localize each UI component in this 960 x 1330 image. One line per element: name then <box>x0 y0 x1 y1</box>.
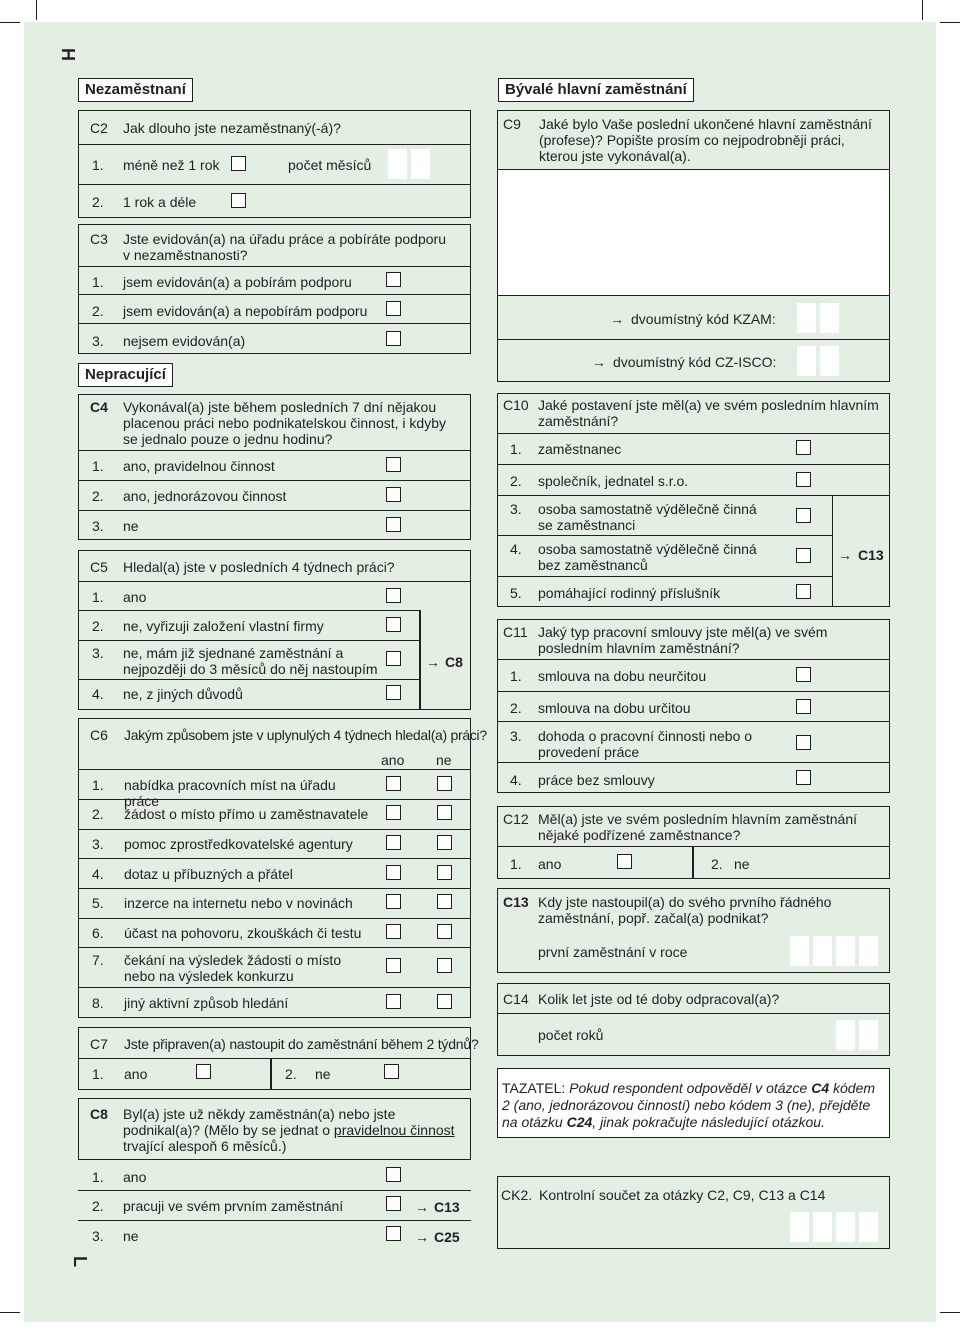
c9-code: C9 <box>503 116 521 132</box>
c3-opt2-label: jsem evidován(a) a nepobírám podporu <box>123 303 368 319</box>
c8-opt3-checkbox[interactable] <box>386 1226 401 1241</box>
row-divider <box>497 576 832 577</box>
c10-goto-arrow-icon: → <box>838 547 852 563</box>
c8-opt2-goto-target: C13 <box>434 1199 460 1215</box>
row-divider <box>78 987 471 988</box>
c12-code: C12 <box>503 811 529 827</box>
c3-opt1-label: jsem evidován(a) a pobírám podporu <box>123 274 352 290</box>
c11-opt3-label: dohoda o pracovní činnosti nebo o provedení práce <box>538 728 753 760</box>
c4-opt1-checkbox[interactable] <box>386 457 401 472</box>
row-divider <box>78 888 471 889</box>
c6-opt3-num: 3. <box>92 836 104 852</box>
c8-opt1-label: ano <box>123 1169 147 1185</box>
c2-opt1-checkbox[interactable] <box>231 156 246 171</box>
c14-years-digit-2[interactable] <box>859 1020 878 1050</box>
c4-opt3-checkbox[interactable] <box>386 517 401 532</box>
c8-question <box>123 1106 463 1154</box>
c10-opt1-checkbox[interactable] <box>796 440 811 455</box>
c3-opt3-num: 3. <box>92 333 104 349</box>
c6-opt7-label: čekání na výsledek žádosti o místo nebo na výsledek konkurzu <box>124 952 342 984</box>
c11-opt2-checkbox[interactable] <box>796 699 811 714</box>
c11-opt1-label: smlouva na dobu neurčitou <box>538 668 707 684</box>
c2-months-digit-1[interactable] <box>388 149 407 179</box>
c6-opt6-no-checkbox[interactable] <box>437 924 452 939</box>
interviewer-note-text <box>502 1080 882 1131</box>
crop-mark <box>0 1312 20 1313</box>
c6-opt4-no-checkbox[interactable] <box>437 865 452 880</box>
c9-answer-area[interactable] <box>498 170 889 295</box>
c7-opt1-checkbox[interactable] <box>196 1064 211 1079</box>
c2-question: Jak dlouho jste nezaměstnaný(-á)? <box>123 120 341 136</box>
note-ref-c4: C4 <box>811 1080 830 1096</box>
c7-opt2-checkbox[interactable] <box>384 1064 399 1079</box>
c6-opt4-yes-checkbox[interactable] <box>386 865 401 880</box>
c8-opt3-label: ne <box>123 1228 139 1244</box>
c3-code: C3 <box>90 231 108 247</box>
c4-opt1-num: 1. <box>92 458 104 474</box>
section-title-nezamestnani: Nezaměstnaní <box>78 78 193 102</box>
row-divider <box>78 947 471 948</box>
c6-opt2-yes-checkbox[interactable] <box>386 805 401 820</box>
row-divider <box>78 184 471 185</box>
row-divider <box>497 464 890 465</box>
c8-question-underlined: pravidelnou činnost <box>333 1122 455 1138</box>
c6-opt2-no-checkbox[interactable] <box>437 805 452 820</box>
c2-opt1-label: méně než 1 rok <box>123 157 220 173</box>
c5-goto-divider <box>419 610 421 710</box>
row-divider <box>78 266 471 267</box>
c9-kzam-arrow-icon: → <box>610 311 624 327</box>
note-part-b: kódem 2 (ano, jednorázovou činností) nebo kódem 3 (ne), přejděte na otázku <box>502 1080 876 1130</box>
row-divider <box>497 721 890 722</box>
c13-year-digit-1[interactable] <box>790 936 809 966</box>
c6-opt5-label: inzerce na internetu nebo v novinách <box>124 895 353 911</box>
c12-opt2-num: 2. <box>711 856 723 872</box>
c6-opt5-num: 5. <box>92 895 104 911</box>
c6-opt1-yes-checkbox[interactable] <box>386 776 401 791</box>
crop-mark <box>0 22 20 23</box>
c6-opt6-yes-checkbox[interactable] <box>386 924 401 939</box>
c2-opt2-num: 2. <box>92 194 104 210</box>
c11-question: Jaký typ pracovní smlouvy jste měl(a) ve svém posledním hlavním zaměstnání? <box>538 624 828 656</box>
c3-opt1-checkbox[interactable] <box>386 272 401 287</box>
row-divider <box>78 480 471 481</box>
c3-opt2-num: 2. <box>92 303 104 319</box>
c14-years-digit-1[interactable] <box>836 1020 855 1050</box>
c5-opt2-num: 2. <box>92 618 104 634</box>
c10-opt4-checkbox[interactable] <box>796 548 811 563</box>
c11-opt4-num: 4. <box>510 772 522 788</box>
c13-year-digit-3[interactable] <box>836 936 855 966</box>
c9-question: Jaké bylo Vaše poslední ukončené hlavní zaměstnání (profese)? Popište prosím co nejpodrobněji práci, kterou jste vykonával(a). <box>539 116 872 164</box>
row-divider <box>78 1190 471 1191</box>
c6-opt6-num: 6. <box>92 925 104 941</box>
c5-question: Hledal(a) jste v posledních 4 týdnech práci? <box>123 559 395 575</box>
c4-opt1-label: ano, pravidelnou činnost <box>123 458 275 474</box>
c4-code: C4 <box>90 399 108 415</box>
c10-opt5-label: pomáhající rodinný příslušník <box>538 585 721 601</box>
c8-opt3-num: 3. <box>92 1228 104 1244</box>
crop-mark <box>36 0 37 20</box>
c12-opt1-num: 1. <box>510 856 522 872</box>
c10-question: Jaké postavení jste měl(a) ve svém posledním hlavním zaměstnání? <box>538 397 879 429</box>
row-divider <box>497 433 890 434</box>
c10-opt1-num: 1. <box>510 441 522 457</box>
c6-opt8-no-checkbox[interactable] <box>437 994 452 1009</box>
c6-opt8-yes-checkbox[interactable] <box>386 994 401 1009</box>
c10-opt2-checkbox[interactable] <box>796 472 811 487</box>
row-divider <box>78 858 471 859</box>
c8-opt1-num: 1. <box>92 1169 104 1185</box>
c13-year-digit-4[interactable] <box>859 936 878 966</box>
page-marker-bottom: L <box>70 1256 90 1267</box>
row-divider <box>78 640 419 641</box>
crop-mark <box>922 0 923 20</box>
row-divider <box>78 1220 471 1221</box>
section-title-nepracujici: Nepracující <box>78 363 173 387</box>
c8-opt2-goto-arrow-icon: → <box>415 1199 429 1215</box>
row-divider <box>78 679 419 680</box>
c6-opt4-num: 4. <box>92 866 104 882</box>
c2-months-digit-2[interactable] <box>411 149 430 179</box>
c12-opt2-label: ne <box>734 856 750 872</box>
note-lead: TAZATEL: <box>502 1080 570 1096</box>
c7-opt2-label: ne <box>315 1066 331 1082</box>
c10-opt1-label: zaměstnanec <box>538 441 622 457</box>
note-part-a: Pokud respondent odpověděl v otázce <box>569 1080 812 1096</box>
row-divider <box>78 610 419 611</box>
c3-question: Jste evidován(a) na úřadu práce a pobíráte podporu v nezaměstnanosti? <box>123 231 446 263</box>
c12-divider <box>692 846 694 879</box>
c2-opt2-label: 1 rok a déle <box>123 194 197 210</box>
row-divider <box>78 829 471 830</box>
c8-question-a: Byl(a) jste už někdy zaměstnán(a) nebo jste podnikal(a)? (Mělo by se jednat o <box>123 1106 396 1138</box>
c11-opt4-label: práce bez smlouvy <box>538 772 655 788</box>
c10-opt5-num: 5. <box>510 585 522 601</box>
c11-opt4-checkbox[interactable] <box>796 770 811 785</box>
c9-kzam-digit-2[interactable] <box>820 303 839 333</box>
c6-opt5-no-checkbox[interactable] <box>437 894 452 909</box>
c11-opt1-num: 1. <box>510 668 522 684</box>
c5-opt2-checkbox[interactable] <box>386 617 401 632</box>
c6-opt1-no-checkbox[interactable] <box>437 776 452 791</box>
c5-opt4-num: 4. <box>92 686 104 702</box>
c10-opt3-num: 3. <box>510 501 522 517</box>
c5-goto-target: C8 <box>445 654 463 670</box>
ck2-digit-4[interactable] <box>859 1212 878 1242</box>
c7-opt2-num: 2. <box>285 1066 297 1082</box>
ck2-label: Kontrolní součet za otázky C2, C9, C13 a C14 <box>539 1187 826 1203</box>
c10-code: C10 <box>503 397 529 413</box>
c12-opt1-checkbox[interactable] <box>617 854 632 869</box>
c4-opt3-label: ne <box>123 518 139 534</box>
c10-opt3-checkbox[interactable] <box>796 508 811 523</box>
c6-opt7-no-checkbox[interactable] <box>437 958 452 973</box>
c8-opt2-num: 2. <box>92 1198 104 1214</box>
c5-opt1-checkbox[interactable] <box>386 588 401 603</box>
c9-isco-label: dvoumístný kód CZ-ISCO: <box>613 354 777 370</box>
c6-opt1-num: 1. <box>92 777 104 793</box>
c2-months-label: počet měsíců <box>288 157 372 173</box>
c6-opt1-label: nabídka pracovních míst na úřadu práce <box>124 777 336 809</box>
c9-kzam-label: dvoumístný kód KZAM: <box>631 311 776 327</box>
c6-col-yes: ano <box>381 752 405 768</box>
c3-opt3-checkbox[interactable] <box>386 331 401 346</box>
c6-opt6-label: účast na pohovoru, zkouškách či testu <box>124 925 362 941</box>
c11-opt3-checkbox[interactable] <box>796 735 811 750</box>
c12-question: Měl(a) jste ve svém posledním hlavním zaměstnání nějaké podřízené zaměstnance? <box>538 811 858 843</box>
c9-kzam-digit-1[interactable] <box>797 303 816 333</box>
c9-isco-digit-2[interactable] <box>820 346 839 376</box>
c9-isco-arrow-icon: → <box>592 354 606 370</box>
c10-opt2-label: společník, jednatel s.r.o. <box>538 473 689 489</box>
row-divider <box>497 535 832 536</box>
c10-goto-target: C13 <box>858 547 884 563</box>
c8-opt3-goto-arrow-icon: → <box>415 1229 429 1245</box>
c7-divider <box>270 1058 272 1090</box>
row-divider <box>497 295 890 296</box>
ck2-digit-1[interactable] <box>790 1212 809 1242</box>
c14-code: C14 <box>503 991 529 1007</box>
c4-opt2-num: 2. <box>92 488 104 504</box>
c6-opt3-yes-checkbox[interactable] <box>386 835 401 850</box>
c11-opt2-num: 2. <box>510 700 522 716</box>
c5-opt4-checkbox[interactable] <box>386 685 401 700</box>
row-divider <box>497 1013 890 1014</box>
c13-year-label: první zaměstnání v roce <box>538 944 688 960</box>
c6-opt5-yes-checkbox[interactable] <box>386 894 401 909</box>
row-divider <box>497 691 890 692</box>
row-divider <box>78 144 471 145</box>
c3-opt3-label: nejsem evidován(a) <box>123 333 246 349</box>
c7-opt1-label: ano <box>124 1066 148 1082</box>
c6-opt3-label: pomoc zprostředkovatelské agentury <box>124 836 353 852</box>
c14-question: Kolik let jste od té doby odpracoval(a)? <box>538 991 780 1007</box>
c8-opt2-checkbox[interactable] <box>386 1196 401 1211</box>
c7-question: Jste připraven(a) nastoupit do zaměstnání během 2 týdnů? <box>124 1036 479 1052</box>
c6-code: C6 <box>90 727 108 743</box>
c6-opt8-num: 8. <box>92 995 104 1011</box>
row-divider <box>78 510 471 511</box>
c5-opt2-label: ne, vyřizuji založení vlastní firmy <box>123 618 324 634</box>
row-divider <box>78 1159 471 1160</box>
c10-opt5-checkbox[interactable] <box>796 584 811 599</box>
c5-opt3-checkbox[interactable] <box>386 651 401 666</box>
c8-code: C8 <box>90 1106 108 1122</box>
ck2-digit-3[interactable] <box>836 1212 855 1242</box>
c4-opt2-checkbox[interactable] <box>386 487 401 502</box>
row-divider <box>78 294 471 295</box>
c5-opt4-label: ne, z jiných důvodů <box>123 686 243 702</box>
row-divider <box>78 581 471 582</box>
ck2-code: CK2. <box>501 1187 533 1203</box>
c6-question: Jakým způsobem jste v uplynulých 4 týdnech hledal(a) práci? <box>124 727 487 743</box>
c3-opt2-checkbox[interactable] <box>386 301 401 316</box>
c11-opt3-num: 3. <box>510 728 522 744</box>
c2-opt1-num: 1. <box>92 157 104 173</box>
crop-mark <box>940 1312 960 1313</box>
row-divider <box>497 169 890 170</box>
c6-col-no: ne <box>436 752 452 768</box>
c5-opt3-label: ne, mám již sjednané zaměstnání a nejpozději do 3 měsíců do něj nastoupím <box>123 645 378 677</box>
c4-opt3-num: 3. <box>92 518 104 534</box>
row-divider <box>78 1058 471 1059</box>
row-divider <box>497 495 832 496</box>
c11-opt1-checkbox[interactable] <box>796 667 811 682</box>
c7-code: C7 <box>90 1036 108 1052</box>
c5-goto-arrow-icon: → <box>426 654 440 670</box>
c5-opt1-label: ano <box>123 589 147 605</box>
c13-year-digit-2[interactable] <box>813 936 832 966</box>
c3-opt1-num: 1. <box>92 274 104 290</box>
c10-opt4-num: 4. <box>510 541 522 557</box>
c6-opt7-yes-checkbox[interactable] <box>386 958 401 973</box>
c10-opt4-label: osoba samostatně výdělečně činná bez zaměstnanců <box>538 541 757 573</box>
c13-code: C13 <box>503 894 529 910</box>
c5-opt1-num: 1. <box>92 589 104 605</box>
c2-opt2-checkbox[interactable] <box>231 193 246 208</box>
row-divider <box>78 323 471 324</box>
c4-question: Vykonával(a) jste během posledních 7 dní nějakou placenou práci nebo podnikatelskou činnost, i kdyby se jednalo pouze o jednu hodinu? <box>123 399 446 447</box>
section-title-former-job: Bývalé hlavní zaměstnání <box>498 78 694 102</box>
c5-code: C5 <box>90 559 108 575</box>
ck2-digit-2[interactable] <box>813 1212 832 1242</box>
row-divider <box>497 339 890 340</box>
c6-opt2-label: žádost o místo přímo u zaměstnavatele <box>124 806 369 822</box>
row-divider <box>78 769 471 770</box>
row-divider <box>497 659 890 660</box>
c4-opt2-label: ano, jednorázovou činnost <box>123 488 287 504</box>
row-divider <box>497 762 890 763</box>
c6-opt4-label: dotaz u příbuzných a přátel <box>124 866 293 882</box>
page-marker-top: H <box>58 48 78 61</box>
c8-opt1-checkbox[interactable] <box>386 1167 401 1182</box>
c7-opt1-num: 1. <box>92 1066 104 1082</box>
c8-opt3-goto-target: C25 <box>434 1229 460 1245</box>
c8-question-b: trvající alespoň 6 měsíců.) <box>123 1138 287 1154</box>
c5-opt3-num: 3. <box>92 645 104 661</box>
c14-years-label: počet roků <box>538 1027 604 1043</box>
note-ref-c24: C24 <box>566 1114 593 1130</box>
c9-isco-digit-1[interactable] <box>797 346 816 376</box>
c2-code: C2 <box>90 120 108 136</box>
c10-opt2-num: 2. <box>510 473 522 489</box>
c6-opt8-label: jiný aktivní způsob hledání <box>124 995 289 1011</box>
c11-code: C11 <box>503 624 528 640</box>
c13-question: Kdy jste nastoupil(a) do svého prvního řádného zaměstnání, popř. začal(a) podnikat? <box>538 894 832 926</box>
c6-opt7-num: 7. <box>92 952 104 968</box>
row-divider <box>78 918 471 919</box>
c10-opt3-label: osoba samostatně výdělečně činná se zaměstnanci <box>538 501 757 533</box>
c6-opt2-num: 2. <box>92 806 104 822</box>
row-divider <box>78 450 471 451</box>
crop-mark <box>940 22 960 23</box>
c6-opt3-no-checkbox[interactable] <box>437 835 452 850</box>
note-part-c: , jinak pokračujte následující otázkou. <box>592 1114 825 1130</box>
c11-opt2-label: smlouva na dobu určitou <box>538 700 691 716</box>
c12-opt1-label: ano <box>538 856 562 872</box>
c8-opt2-label: pracuji ve svém prvním zaměstnání <box>123 1198 344 1214</box>
